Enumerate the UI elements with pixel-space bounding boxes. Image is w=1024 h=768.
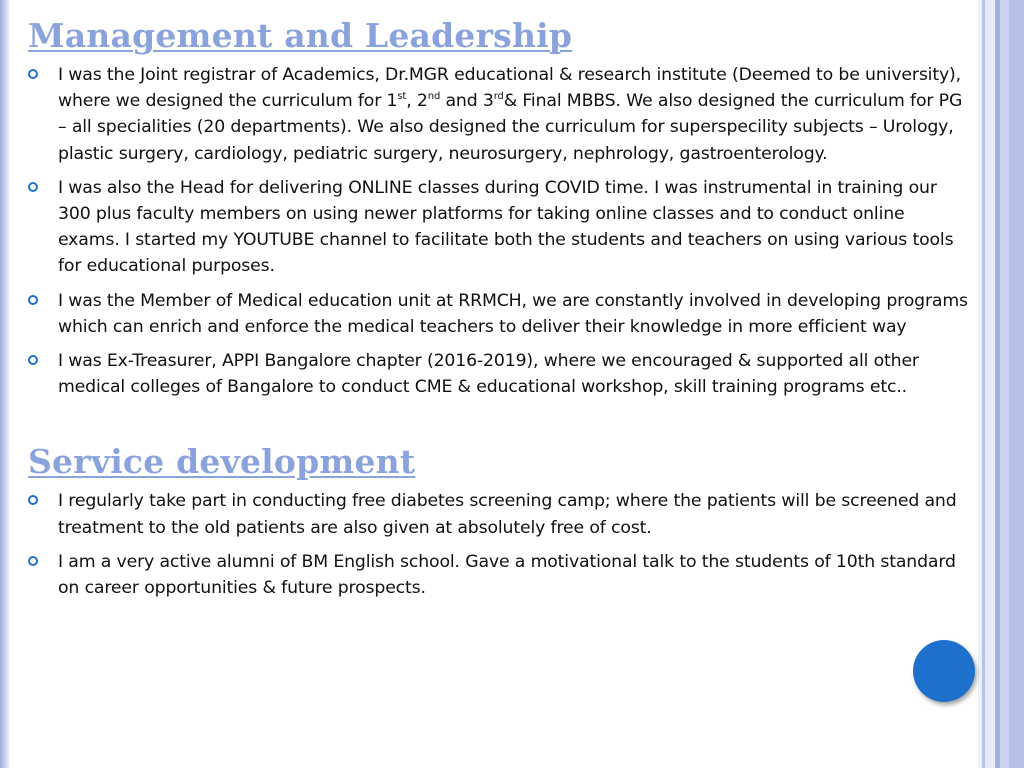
bullet-text: I am a very active alumni of BM English school. Gave a motivational talk to the students of 10th standard on career opportunities & future prospects. bbox=[58, 551, 956, 599]
list-item bbox=[28, 62, 968, 167]
ring-bullet-icon bbox=[28, 495, 38, 505]
list-item bbox=[28, 488, 968, 540]
list-item bbox=[28, 348, 968, 400]
ring-bullet-icon bbox=[28, 182, 38, 192]
bullet-text: I was Ex-Treasurer, APPI Bangalore chapter (2016-2019), where we encouraged & supported all other medical colleges of Bangalore to conduct CME & educational workshop, skill training programs etc.. bbox=[58, 351, 919, 398]
stripe bbox=[1009, 0, 1024, 768]
bullet-text: I was the Joint registrar of Academics, Dr.MGR educational & research institute (Deemed to be university), where we designed the curriculum for 1st, 2nd and 3rd& Final MBBS. We also designed the curriculum for PG – all specialities (20 departments). We also designed the curriculum for superspecility subjects – Urology, plastic surgery, cardiology, pediatric surgery, neurosurgery, nephrology, gastroenterology. bbox=[58, 65, 963, 164]
service-bullet-list bbox=[28, 488, 968, 601]
left-decorative-bar bbox=[0, 0, 9, 768]
section-heading-service: Service development bbox=[28, 442, 416, 482]
list-item bbox=[28, 175, 968, 280]
list-item bbox=[28, 288, 968, 340]
slide-content bbox=[28, 16, 968, 609]
stripe bbox=[985, 0, 995, 768]
navigation-circle-button[interactable] bbox=[913, 640, 975, 702]
bullet-text: I was the Member of Medical education unit at RRMCH, we are constantly involved in developing programs which can enrich and enforce the medical teachers to deliver their knowledge in more efficient way bbox=[58, 290, 968, 337]
stripe bbox=[1000, 0, 1009, 768]
ring-bullet-icon bbox=[28, 295, 38, 305]
ring-bullet-icon bbox=[28, 556, 38, 566]
section-heading-management: Management and Leadership bbox=[28, 16, 573, 55]
ring-bullet-icon bbox=[28, 69, 38, 79]
ring-bullet-icon bbox=[28, 355, 38, 365]
list-item bbox=[28, 549, 968, 601]
right-decorative-stripes bbox=[978, 0, 1024, 768]
management-bullet-list bbox=[28, 62, 968, 400]
bullet-text: I regularly take part in conducting free diabetes screening camp; where the patients will be screened and treatment to the old patients are also given at absolutely free of cost. bbox=[58, 491, 957, 538]
bullet-text: I was also the Head for delivering ONLINE classes during COVID time. I was instrumental in training our 300 plus faculty members on using newer platforms for taking online classes and to conduct online exams. I started my YOUTUBE channel to facilitate both the students and teachers on using various tools for educational purposes. bbox=[58, 177, 954, 277]
